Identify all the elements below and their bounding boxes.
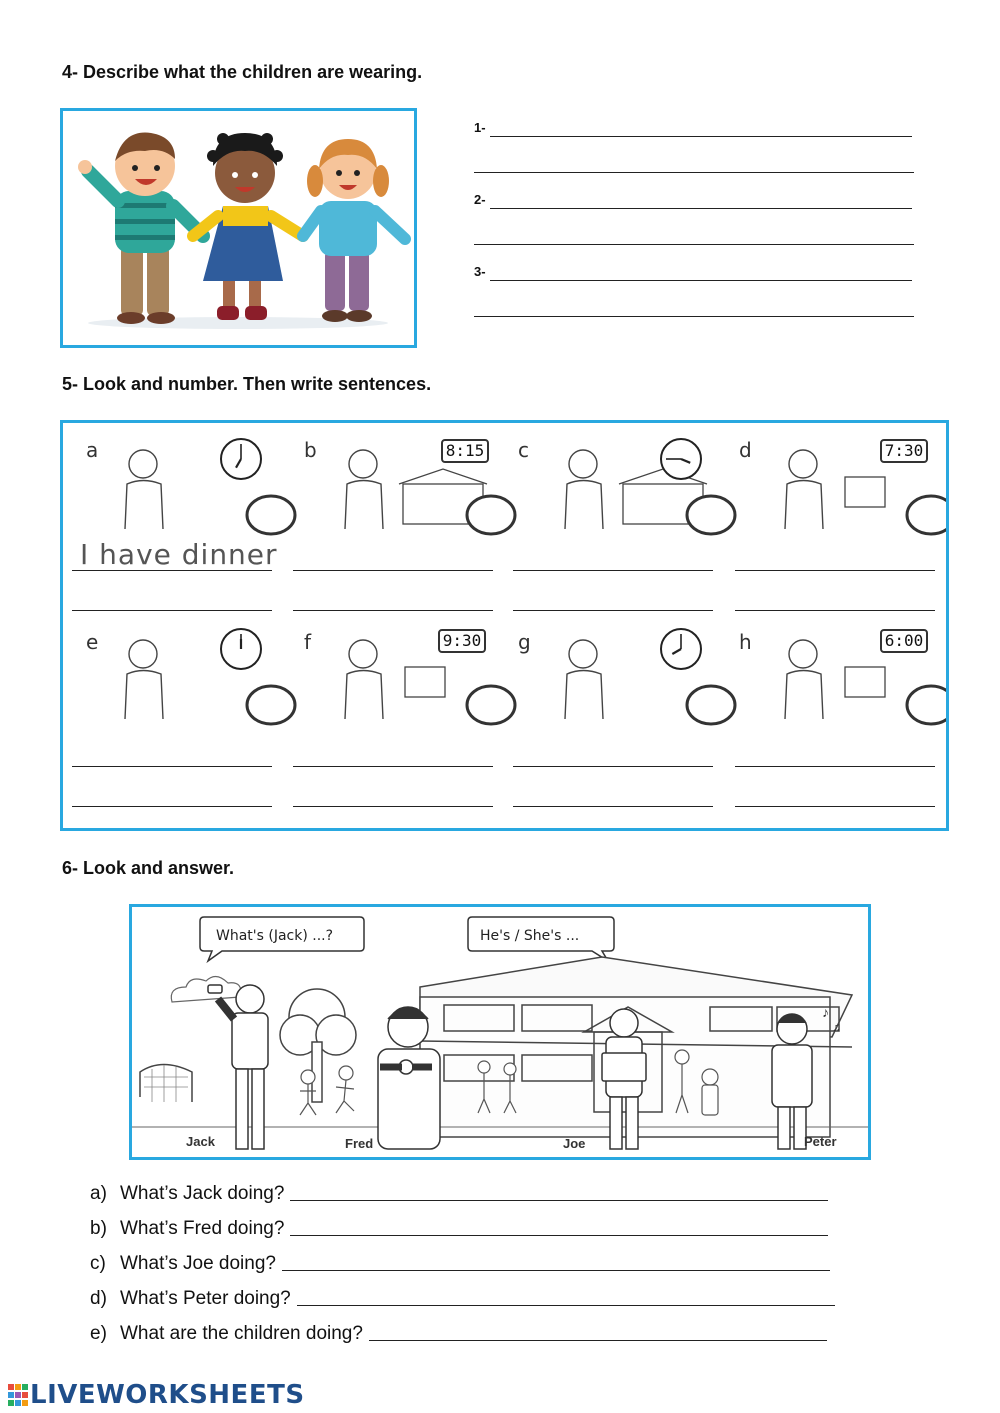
question-b [90, 1218, 828, 1240]
number-answer-oval-f [467, 686, 515, 724]
line-c-1[interactable] [513, 570, 713, 571]
line-f-1[interactable] [293, 766, 493, 767]
cell-letter-e: e [86, 630, 99, 654]
window-icon-f [405, 667, 445, 697]
line-a-1[interactable] [72, 570, 272, 571]
number-answer-oval-e [247, 686, 295, 724]
answer-line-1b[interactable] [474, 172, 914, 173]
scene-name-jack: Jack [186, 1134, 215, 1149]
digital-clock-b-text: 8:15 [441, 439, 489, 463]
question-c [90, 1253, 830, 1275]
liveworksheets-logo[interactable] [8, 1380, 305, 1410]
line-d-2[interactable] [735, 610, 935, 611]
question-e [90, 1323, 827, 1345]
figure-body-h [785, 671, 823, 720]
number-answer-oval-c [687, 496, 735, 534]
school-scene-frame [129, 904, 871, 1160]
digital-clock-d [880, 439, 928, 463]
line-f-2[interactable] [293, 806, 493, 807]
speech-bubble-right [468, 917, 614, 961]
cell-letter-c: c [518, 438, 529, 462]
school-roof-b [399, 469, 487, 484]
bubble-left-text: What's (Jack) ...? [216, 928, 334, 944]
figure-body-d [785, 481, 823, 530]
number-answer-oval-h [907, 686, 946, 724]
line-h-2[interactable] [735, 806, 935, 807]
example-answer: I have dinner [80, 538, 278, 571]
answer-label-2: 2- [474, 192, 486, 207]
scene-name-fred: Fred [345, 1136, 374, 1151]
answer-line-peter[interactable] [297, 1305, 835, 1306]
answer-line-fred[interactable] [290, 1235, 828, 1236]
question-letter: d) [90, 1288, 107, 1309]
scene-name-joe: Joe [563, 1136, 586, 1151]
question-letter: a) [90, 1183, 107, 1204]
answer-line-3a[interactable] [490, 280, 912, 281]
cell-letter-h: h [739, 630, 752, 654]
answer-line-joe[interactable] [282, 1270, 830, 1271]
answer-line-2a[interactable] [490, 208, 912, 209]
figure-head-g [569, 640, 597, 668]
svg-text:♪: ♪ [822, 1004, 829, 1020]
speech-bubble-left [200, 917, 364, 961]
cell-letter-b: b [304, 438, 317, 462]
girl-ponytails-figure [303, 139, 405, 322]
line-b-1[interactable] [293, 570, 493, 571]
cell-letter-f: f [304, 630, 312, 654]
three-children-illustration [63, 111, 414, 345]
line-d-1[interactable] [735, 570, 935, 571]
figure-head-b [349, 450, 377, 478]
bubble-right-text: He's / She's ... [480, 928, 580, 944]
figure-body-b [345, 481, 383, 530]
school-scene-illustration [132, 907, 868, 1157]
digital-clock-h-text: 6:00 [880, 629, 928, 653]
cell-letter-d: d [739, 438, 752, 462]
answer-label-3: 3- [474, 264, 486, 279]
boy-figure [78, 133, 203, 324]
digital-clock-b [441, 439, 489, 463]
figure-body-e [125, 671, 163, 720]
figure-head-a [129, 450, 157, 478]
line-b-2[interactable] [293, 610, 493, 611]
answer-line-children[interactable] [369, 1340, 827, 1341]
window-icon-h [845, 667, 885, 697]
answer-line-1a[interactable] [490, 136, 912, 137]
answer-line-3b[interactable] [474, 316, 914, 317]
number-answer-oval-g [687, 686, 735, 724]
girl-dress-figure [193, 133, 303, 320]
line-a-2[interactable] [72, 610, 272, 611]
number-answer-oval-d [907, 496, 946, 534]
figure-head-e [129, 640, 157, 668]
figure-head-c [569, 450, 597, 478]
figure-body-a [125, 481, 163, 530]
number-answer-oval-a [247, 496, 295, 534]
section-4-heading: 4- Describe what the children are wearing. [62, 62, 423, 82]
answer-label-1: 1- [474, 120, 486, 135]
question-letter: e) [90, 1323, 107, 1344]
digital-clock-h [880, 629, 928, 653]
tree [280, 989, 356, 1102]
question-text: What’s Jack doing? [120, 1183, 285, 1204]
figure-head-h [789, 640, 817, 668]
line-g-1[interactable] [513, 766, 713, 767]
line-e-2[interactable] [72, 806, 272, 807]
question-letter: b) [90, 1218, 107, 1239]
children-picture-frame [60, 108, 417, 348]
figure-head-d [789, 450, 817, 478]
scene-name-peter: Peter [804, 1134, 837, 1149]
line-e-1[interactable] [72, 766, 272, 767]
digital-clock-f [438, 629, 486, 653]
window-icon-d [845, 477, 885, 507]
cell-letter-g: g [518, 630, 531, 654]
figure-body-f [345, 671, 383, 720]
cell-letter-a: a [86, 438, 99, 462]
daily-routine-frame [60, 420, 949, 831]
number-answer-oval-b [467, 496, 515, 534]
jack-figure [208, 985, 268, 1149]
question-text: What are the children doing? [120, 1323, 363, 1344]
line-g-2[interactable] [513, 806, 713, 807]
svg-text:♫: ♫ [832, 1020, 841, 1034]
figure-body-g [565, 671, 603, 720]
question-text: What’s Joe doing? [120, 1253, 276, 1274]
section-5-heading: 5- Look and number. Then write sentences. [62, 374, 432, 394]
digital-clock-f-text: 9:30 [438, 629, 486, 653]
answer-line-2b[interactable] [474, 244, 914, 245]
daily-routine-illustrations [63, 423, 946, 828]
section-6-heading: 6- Look and answer. [62, 858, 235, 878]
logo-text: LIVEWORKSHEETS [30, 1380, 305, 1410]
question-a [90, 1183, 828, 1205]
question-letter: c) [90, 1253, 106, 1274]
question-d [90, 1288, 835, 1310]
line-c-2[interactable] [513, 610, 713, 611]
figure-body-c [565, 481, 603, 530]
question-text: What’s Peter doing? [120, 1288, 291, 1309]
figure-head-f [349, 640, 377, 668]
line-h-1[interactable] [735, 766, 935, 767]
digital-clock-d-text: 7:30 [880, 439, 928, 463]
logo-blocks-icon [8, 1382, 30, 1408]
answer-line-jack[interactable] [290, 1200, 828, 1201]
question-text: What’s Fred doing? [120, 1218, 285, 1239]
